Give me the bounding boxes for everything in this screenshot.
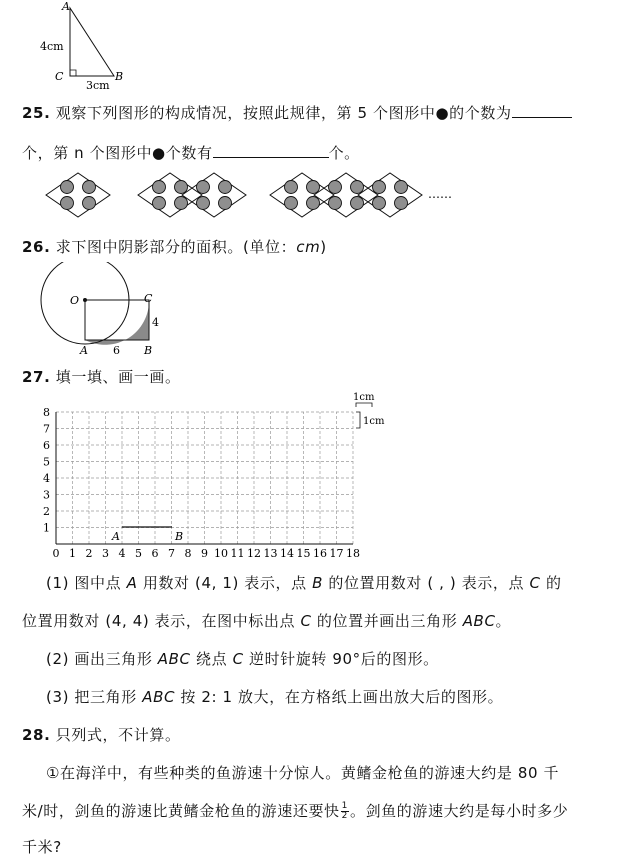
q25-text-2: 的个数为 [449, 104, 512, 122]
pattern-dot [153, 197, 166, 210]
q27-sub2-c: C [232, 650, 244, 668]
q25-text-4: 个数有 [165, 144, 213, 162]
q28-p1-line2-text-a: 米/时，剑鱼的游速比黄鳍金枪鱼的游速还要快 [22, 802, 340, 820]
pattern-dot [351, 181, 364, 194]
x-tick-label: 10 [214, 547, 228, 560]
point-a-label: A [112, 530, 120, 543]
y-tick-label: 1 [43, 521, 50, 535]
y-tick-label: 6 [43, 439, 50, 452]
y-tick-label: 4 [43, 472, 50, 485]
q27-sub1-text-a: (1) 图中点 [46, 574, 122, 592]
q27-sub1-line1 [46, 572, 562, 593]
right-triangle-figure [36, 0, 136, 92]
q27-sub3-text-a: (3) 把三角形 [46, 688, 137, 706]
fraction-numerator: 1 [341, 801, 348, 811]
q27-sub1-text-d: 的 [545, 574, 562, 592]
q27-sub3 [46, 686, 503, 707]
q25-dot-1: ● [435, 104, 450, 122]
length-bc: 4 [152, 316, 159, 329]
q27-sub1-line2-text-a: 位置用数对 (4, 4) 表示，在图中标出点 [22, 612, 296, 630]
pattern-dot [197, 197, 210, 210]
q25-ellipsis: …… [428, 187, 452, 201]
q26-close: ) [320, 238, 327, 256]
pattern-dot [373, 181, 386, 194]
scale-bracket-v [356, 412, 360, 428]
pattern-dot [285, 197, 298, 210]
triangle-label-a: A [62, 0, 70, 13]
pattern-dot [83, 181, 96, 194]
q25-line2 [22, 142, 360, 163]
q27-sub1-b: B [312, 574, 323, 592]
pattern-dot [153, 181, 166, 194]
figure-2-rhombus-2 [182, 173, 246, 217]
x-tick-label: 13 [263, 547, 278, 560]
figure-2-rhombus-1 [138, 173, 202, 217]
scale-label-v: 1cm [363, 416, 385, 427]
figure-1-rhombus [46, 173, 110, 217]
q27-sub2-abc: ABC [157, 650, 191, 668]
q25-text-1: 观察下列图形的构成情况，按照此规律，第 5 个图形中 [55, 104, 436, 122]
pattern-dot [373, 197, 386, 210]
pattern-dot [175, 197, 188, 210]
fraction-denominator: 2 [341, 811, 348, 821]
label-c: C [144, 292, 153, 305]
x-tick-label: 7 [168, 547, 175, 560]
length-ab: 6 [113, 344, 120, 357]
q27-sub1-line2-c: C [300, 612, 312, 630]
x-tick-label: 2 [85, 547, 93, 560]
triangle-side-ac: 4cm [40, 40, 64, 53]
scale-label-h: 1cm [353, 392, 375, 403]
figure-3-rhombus-1 [270, 173, 334, 217]
pattern-dot [175, 181, 188, 194]
triangle-label-b: B [115, 70, 124, 83]
q26-circle-figure [40, 262, 170, 358]
x-tick-label: 16 [313, 547, 327, 560]
right-angle-mark [70, 70, 76, 76]
q28-p1-line3: 千米? [22, 838, 62, 856]
grid-lines [56, 412, 353, 544]
q28-line [22, 724, 181, 745]
q27-sub1-line2-text-c: 。 [495, 612, 512, 630]
q27-sub2-text-a: (2) 画出三角形 [46, 650, 153, 668]
q25-answer-blank-2[interactable] [213, 145, 329, 158]
q27-sub1-c: C [529, 574, 541, 592]
x-tick-label: 17 [329, 547, 344, 560]
grid-tick-labels [43, 406, 360, 560]
q25-text-5: 个。 [328, 144, 360, 162]
coordinate-grid[interactable] [36, 390, 396, 562]
figure-3-rhombus-2 [314, 173, 378, 217]
q27-sub1-line2-abc: ABC [462, 612, 496, 630]
q28-p1-line1: ①在海洋中，有些种类的鱼游速十分惊人。黄鳍金枪鱼的游速大约是 80 千 [46, 764, 560, 782]
pattern-dot [219, 181, 232, 194]
q28-number: 28. [22, 726, 51, 744]
pattern-dot [395, 197, 408, 210]
q27-sub1-line2 [22, 610, 511, 631]
x-tick-label: 3 [102, 547, 109, 560]
x-tick-label: 0 [52, 547, 60, 560]
pattern-dot [197, 181, 210, 194]
x-tick-label: 6 [151, 547, 159, 560]
q25-line1 [22, 102, 572, 123]
pattern-dot [395, 181, 408, 194]
q27-line [22, 366, 181, 387]
q25-pattern-figure [40, 170, 460, 220]
q27-text: 填一填、画一画。 [55, 368, 181, 386]
y-tick-label: 8 [43, 406, 50, 419]
q27-sub1-text-c: 的位置用数对 ( , ) 表示，点 [328, 574, 525, 592]
triangle-side-cb: 3cm [86, 79, 110, 92]
point-b-label: B [175, 530, 184, 543]
x-tick-label: 9 [201, 547, 208, 560]
x-tick-label: 12 [247, 547, 261, 560]
q27-sub1-a: A [126, 574, 138, 592]
q27-sub1-text-b: 用数对 (4, 1) 表示，点 [142, 574, 307, 592]
x-tick-label: 8 [184, 547, 192, 560]
q27-sub2 [46, 648, 439, 669]
q28-p1-line2-text-b: 。剑鱼的游速大约是每小时多少 [349, 802, 569, 820]
pattern-dot [61, 197, 74, 210]
q27-sub3-abc: ABC [142, 688, 176, 706]
q26-number: 26. [22, 238, 51, 256]
y-tick-label: 2 [43, 505, 50, 518]
x-tick-label: 18 [346, 547, 360, 560]
y-tick-label: 5 [43, 455, 50, 469]
q26-text: 求下图中阴影部分的面积。(单位： [55, 238, 297, 256]
pattern-dot [285, 181, 298, 194]
center-point [83, 298, 87, 302]
x-tick-label: 4 [118, 547, 126, 560]
q25-text-3: 个，第 n 个图形中 [22, 144, 153, 162]
q25-answer-blank-1[interactable] [512, 105, 572, 118]
x-tick-label: 11 [230, 547, 245, 560]
q28-p1-line2 [22, 800, 568, 821]
x-tick-label: 1 [69, 547, 76, 560]
q28-text: 只列式，不计算。 [55, 726, 181, 744]
pattern-dot [351, 197, 364, 210]
y-tick-label: 3 [43, 488, 50, 502]
pattern-dot [307, 197, 320, 210]
y-tick-label: 7 [43, 422, 50, 436]
pattern-dot [61, 181, 74, 194]
x-tick-label: 14 [280, 547, 294, 560]
pattern-dot [307, 181, 320, 194]
rhombus-pattern [46, 173, 422, 217]
q26-unit: cm [296, 238, 321, 256]
pattern-dot [329, 197, 342, 210]
q25-dot-2: ● [152, 144, 166, 162]
q27-sub3-text-b: 按 2: 1 放大，在方格纸上画出放大后的图形。 [180, 688, 504, 706]
x-tick-label: 15 [296, 547, 311, 560]
triangle-outline [70, 8, 114, 76]
figure-3-rhombus-3 [358, 173, 422, 217]
pattern-dot [329, 181, 342, 194]
triangle-lines [70, 8, 114, 76]
q27-sub1-line2-text-b: 的位置并画出三角形 [316, 612, 458, 630]
pattern-dot [83, 197, 96, 210]
triangle-label-c: C [55, 70, 64, 83]
q26-line [22, 236, 327, 257]
q27-sub2-text-b: 绕点 [196, 650, 228, 668]
scale-bracket-h [356, 403, 372, 407]
shaded-region [85, 300, 149, 345]
pattern-dot [219, 197, 232, 210]
label-b: B [144, 344, 153, 357]
q25-number: 25. [22, 104, 51, 122]
q27-number: 27. [22, 368, 51, 386]
q27-sub2-text-c: 逆时针旋转 90°后的图形。 [249, 650, 439, 668]
label-a: A [80, 344, 88, 357]
fraction-one-half [341, 802, 349, 821]
label-o: O [70, 294, 80, 307]
x-tick-label: 5 [135, 547, 142, 560]
